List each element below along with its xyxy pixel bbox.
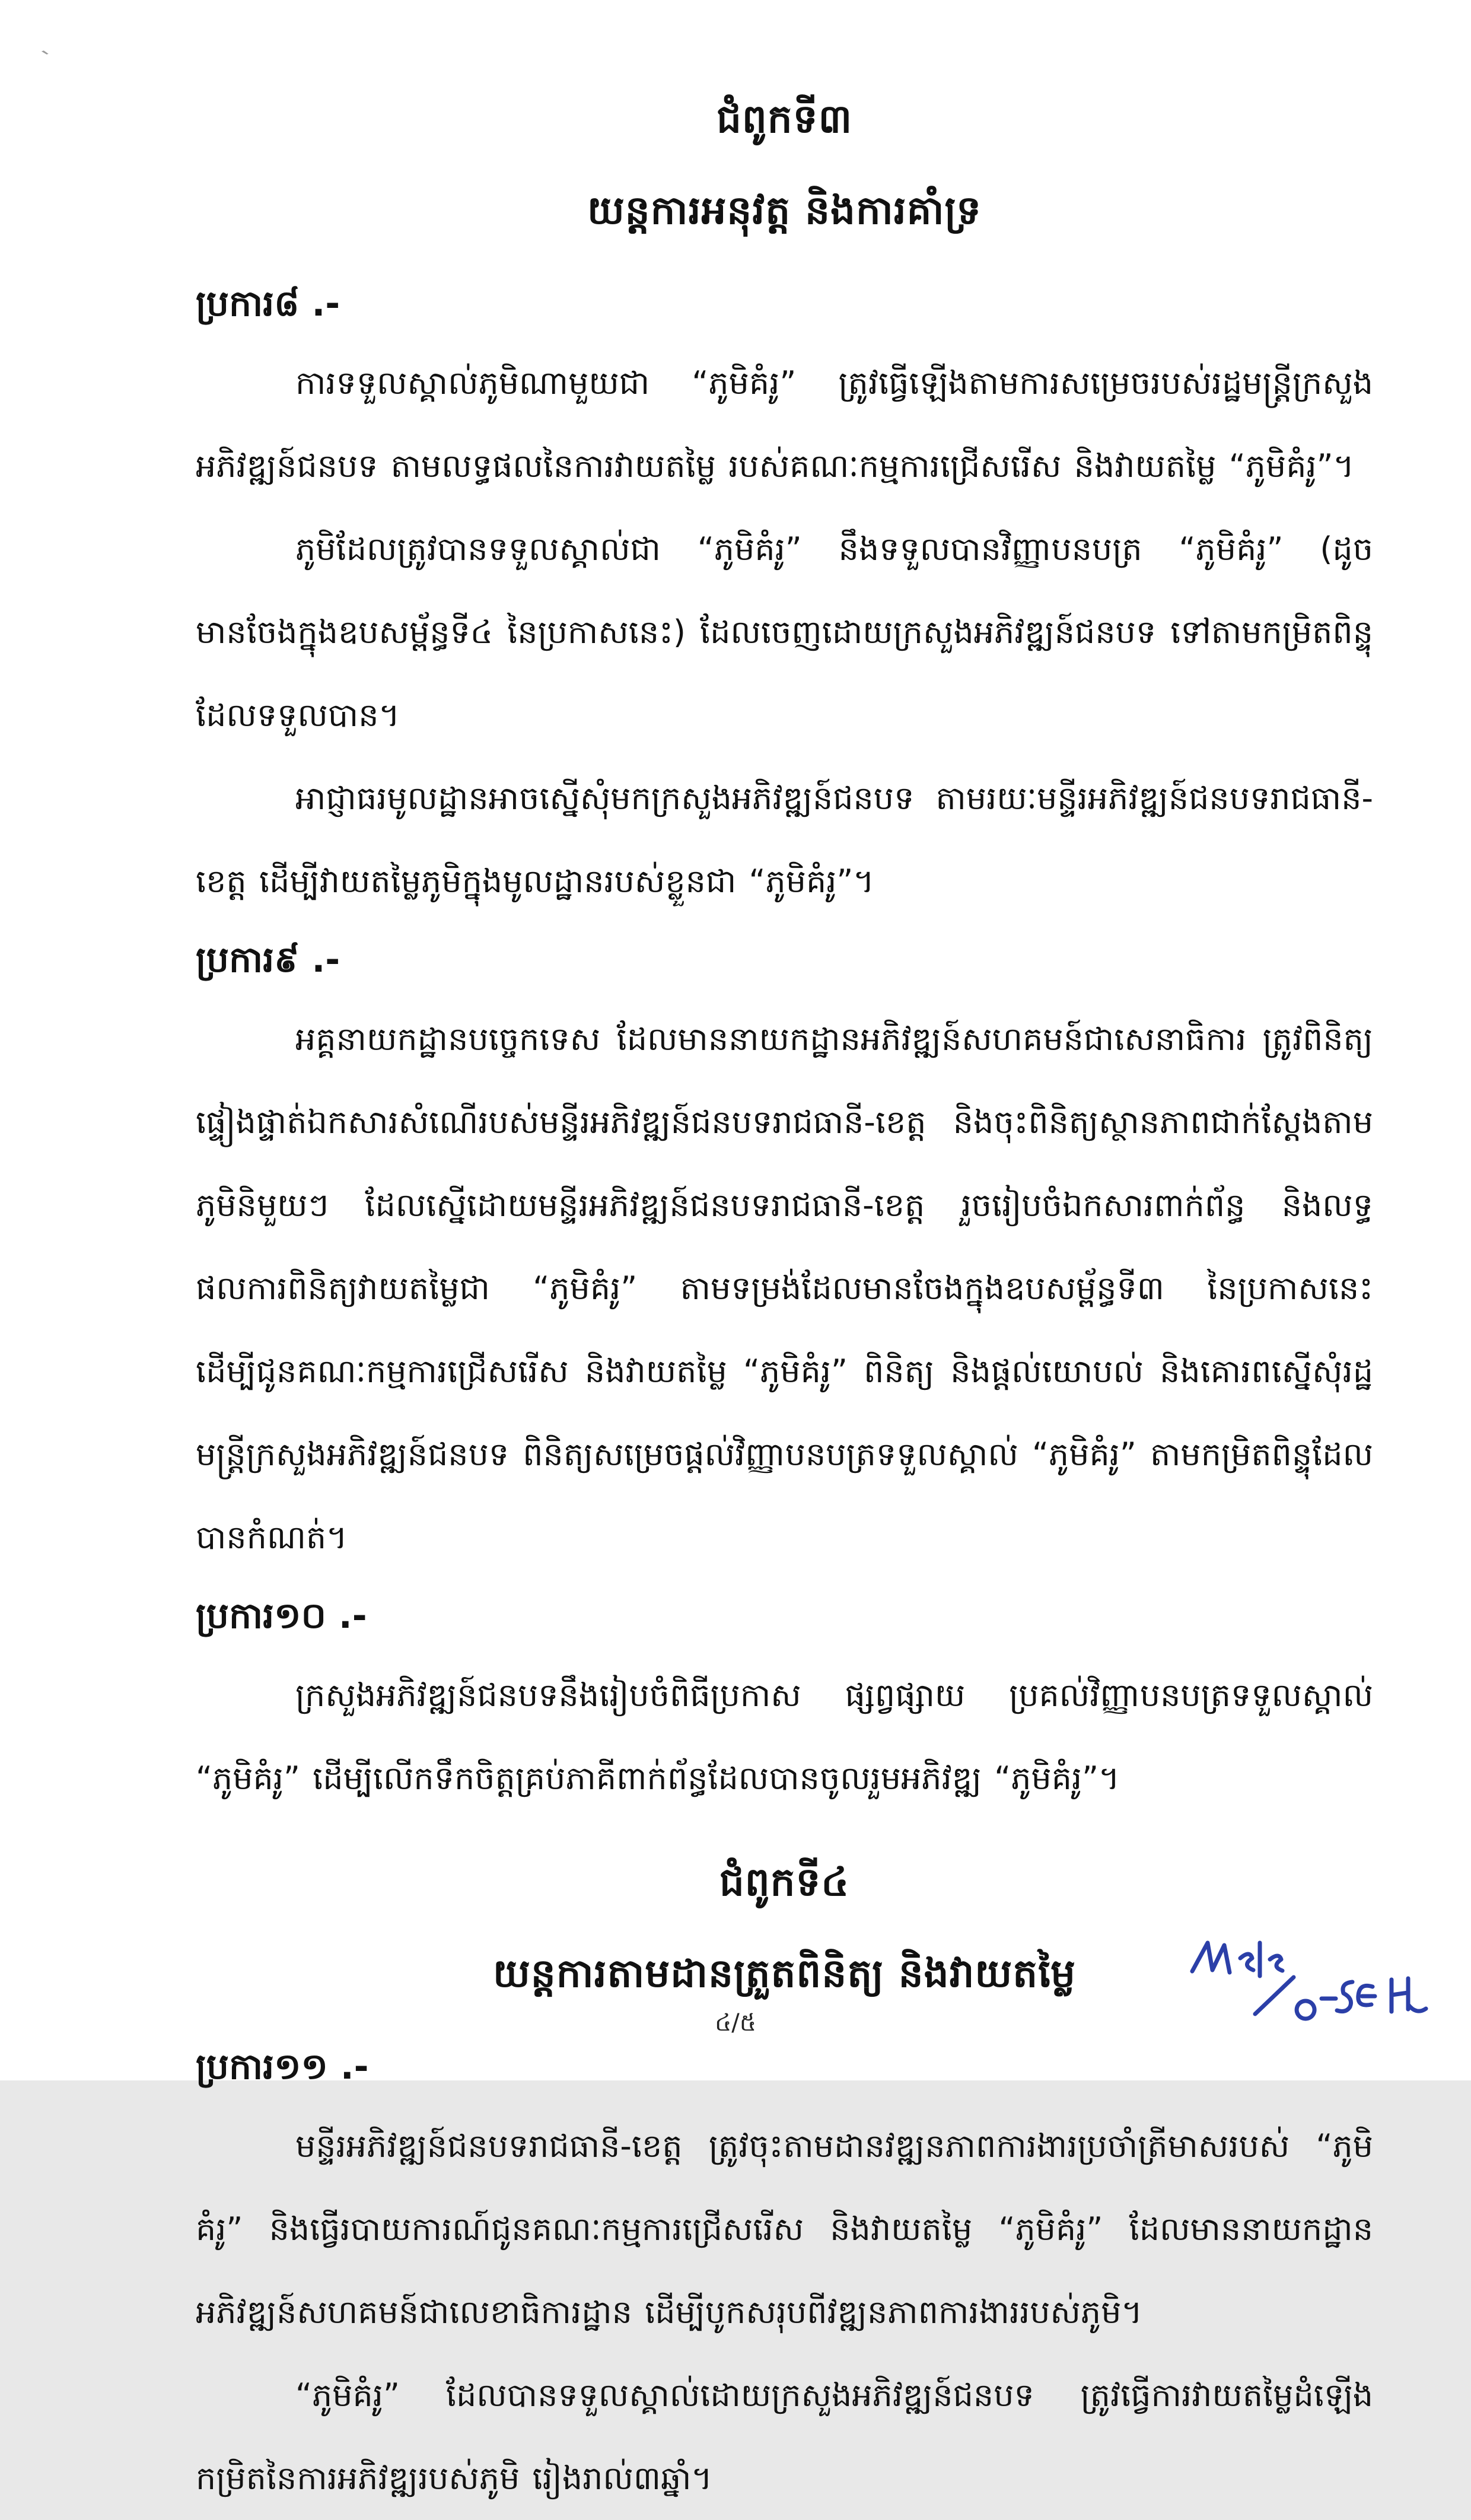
- article-8: [196, 281, 1373, 923]
- article-8-paragraph-3: អាជ្ញាធរមូលដ្ឋានអាចស្នើសុំមកក្រសួងអភិវឌ្ឍន៍ជនបទ តាមរយៈមន្ទីរអភិវឌ្ឍន៍ជនបទរាជធានី-ខេត្ត ដើម្បីវាយតម្លៃភូមិក្នុងមូលដ្ឋានរបស់ខ្លួនជា “ភូមិគំរូ”។: [196, 779, 1373, 900]
- article-11-label: ប្រការ១១ .-: [196, 2046, 369, 2088]
- article-9-label: ប្រការ៩ .-: [196, 939, 340, 981]
- article-10-paragraph-1: ក្រសួងអភិវឌ្ឍន៍ជនបទនឹងរៀបចំពិធីប្រកាស ផ្សព្វផ្សាយ ប្រគល់វិញ្ញាបនបត្រទទួលស្គាល់ “ភូមិគំរូ” ដើម្បីលើកទឹកចិត្តគ្រប់ភាគីពាក់ព័ន្ធដែលបានចូលរួមអភិវឌ្ឍ “ភូមិគំរូ”។: [196, 1676, 1373, 1797]
- chapter4-subtitle: យន្តការតាមដានត្រួតពិនិត្យ និងវាយតម្លៃ: [492, 1951, 1077, 1996]
- document-content: [196, 95, 1373, 2520]
- article-9: [196, 937, 1373, 1579]
- chapter3-title: ជំពូកទី៣: [717, 96, 852, 142]
- article-9-paragraph-1: អគ្គនាយកដ្ឋានបច្ចេកទេស ដែលមាននាយកដ្ឋានអភិវឌ្ឍន៍សហគមន៍ជាសេនាធិការ ត្រូវពិនិត្យផ្ទៀងផ្ទាត់ឯកសារសំណើរបស់មន្ទីរអភិវឌ្ឍន៍ជនបទរាជធានី-ខេត្ត និងចុះពិនិត្យស្ថានភាពជាក់ស្តែងតាមភូមិនិមួយៗ ដែលស្នើដោយមន្ទីរអភិវឌ្ឍន៍ជនបទរាជធានី-ខេត្ត រួចរៀបចំឯកសារពាក់ព័ន្ធ និងលទ្ធផលការពិនិត្យវាយតម្លៃជា “ភូមិគំរូ” តាមទម្រង់ដែលមានចែងក្នុងឧបសម្ព័ន្ធទី៣ នៃប្រកាសនេះ ដើម្បីជូនគណៈកម្មការជ្រើសរើស និងវាយតម្លៃ “ភូមិគំរូ” ពិនិត្យ និងផ្តល់យោបល់ និងគោរពស្នើសុំរដ្ឋមន្ត្រីក្រសួងអភិវឌ្ឍន៍ជនបទ ពិនិត្យសម្រេចផ្តល់វិញ្ញាបនបត្រទទួលស្គាល់ “ភូមិគំរូ” តាមកម្រិតពិន្ទុដែលបានកំណត់។: [196, 1020, 1373, 1556]
- chapter3-subtitle: យន្តការអនុវត្ត និងការគាំទ្រ: [587, 187, 982, 233]
- article-8-paragraph-2: ភូមិដែលត្រូវបានទទួលស្គាល់ជា “ភូមិគំរូ” នឹងទទួលបានវិញ្ញាបនបត្រ “ភូមិគំរូ” (ដូចមានចែងក្នុងឧបសម្ព័ន្ធទី៤ នៃប្រកាសនេះ) ដែលចេញដោយក្រសួងអភិវឌ្ឍន៍ជនបទ ទៅតាមកម្រិតពិន្ទុដែលទទួលបាន។: [196, 530, 1373, 734]
- article-11: [196, 2044, 1373, 2520]
- article-11-paragraph-2: “ភូមិគំរូ” ដែលបានទទួលស្គាល់ដោយក្រសួងអភិវឌ្ឍន៍ជនបទ ត្រូវធ្វើការវាយតម្លៃដំឡើងកម្រិតនៃការអភិវឌ្ឍរបស់ភូមិ រៀងរាល់៣ឆ្នាំ។: [196, 2376, 1373, 2497]
- article-11-paragraph-1: មន្ទីរអភិវឌ្ឍន៍ជនបទរាជធានី-ខេត្ត ត្រូវចុះតាមដានវឌ្ឍនភាពការងារប្រចាំត្រីមាសរបស់ “ភូមិគំរូ” និងធ្វើរបាយការណ៍ជូនគណៈកម្មការជ្រើសរើស និងវាយតម្លៃ “ភូមិគំរូ” ដែលមាននាយកដ្ឋានអភិវឌ្ឍន៍សហគមន៍ជាលេខាធិការដ្ឋាន ដើម្បីបូកសរុបពីវឌ្ឍនភាពការងាររបស់ភូមិ។: [196, 2127, 1373, 2331]
- page-number: ៤/៥: [714, 2009, 757, 2037]
- article-10-label: ប្រការ១០ .-: [196, 1595, 367, 1637]
- scan-artifact-mark: `: [38, 44, 60, 77]
- article-10: [196, 1593, 1373, 1820]
- chapter4-title: ជំពូកទី៤: [719, 1859, 850, 1905]
- article-8-label: ប្រការ៨ .-: [196, 283, 340, 324]
- article-8-paragraph-1: ការទទួលស្គាល់ភូមិណាមួយជា “ភូមិគំរូ” ត្រូវធ្វើឡើងតាមការសម្រេចរបស់រដ្ឋមន្ត្រីក្រសួងអភិវឌ្ឍន៍ជនបទ តាមលទ្ធផលនៃការវាយតម្លៃ របស់គណៈកម្មការជ្រើសរើស និងវាយតម្លៃ “ភូមិគំរូ”។: [196, 364, 1373, 485]
